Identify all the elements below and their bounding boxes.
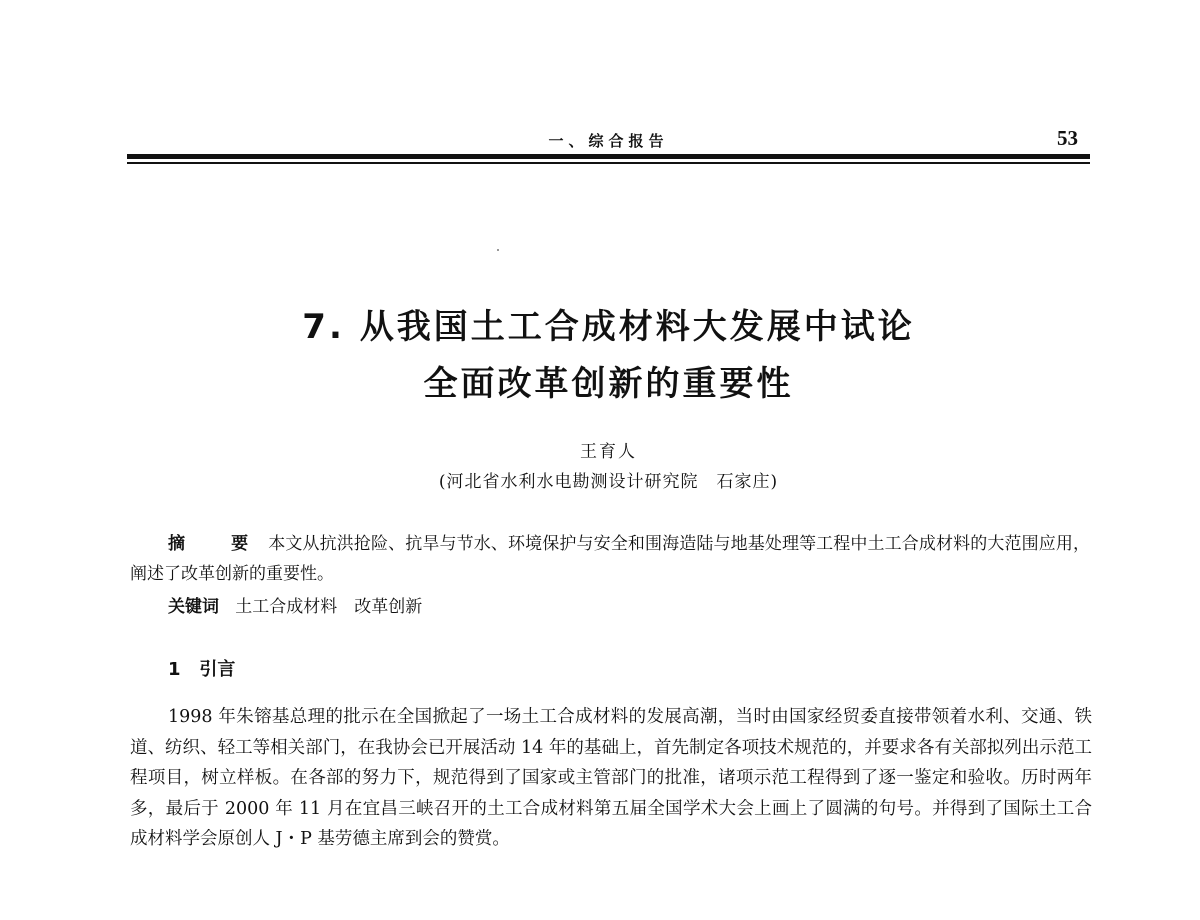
section-heading — [168, 655, 235, 681]
section-title: 引言 — [199, 659, 236, 680]
article-title-line-1: 7. 从我国土工合成材料大发展中试论 — [302, 307, 915, 347]
author-name: 王育人 — [580, 442, 637, 462]
keywords-text: 土工合成材料 改革创新 — [235, 597, 423, 617]
page-number: 53 — [1057, 126, 1078, 150]
section-label: 一、综合报告 — [548, 132, 669, 150]
section-number: 1 — [168, 659, 181, 680]
running-header — [127, 126, 1090, 156]
header-rule-thin — [127, 162, 1090, 164]
abstract-text: 本文从抗洪抢险、抗旱与节水、环境保护与安全和围海造陆与地基处理等工程中土工合成材料的大范围应用，阐述了改革创新的重要性。 — [130, 534, 1091, 584]
keywords-label: 关键词 — [168, 597, 219, 617]
author-affiliation: (河北省水利水电勘测设计研究院 石家庄) — [438, 472, 779, 492]
keywords — [168, 594, 422, 620]
article-title-line-2: 全面改革创新的重要性 — [423, 364, 794, 404]
abstract-label: 摘 要 — [168, 534, 269, 554]
header-rule-thick — [127, 154, 1090, 159]
abstract — [130, 529, 1090, 589]
body-paragraph: 1998 年朱镕基总理的批示在全国掀起了一场土工合成材料的发展高潮，当时由国家经贸委直接带领着水利、交通、铁道、纺织、轻工等相关部门，在我协会已开展活动 14 年的基础上，首先制定各项技术规范的，并要求各有关部拟列出示范工程项目，树立样板。在各部的努力下，规范得到了国家或主管部门的批准，诸项示范工程得到了逐一鉴定和验收。历时两年多，最后于 2000 年 11 月在宜昌三峡召开的土工合成材料第五届全国学术大会上画上了圆满的句号。并得到了国际土工合成材料学会原创人 J・P 基劳德主席到会的赞赏。 — [130, 707, 1092, 849]
scan-artifact — [497, 249, 499, 251]
